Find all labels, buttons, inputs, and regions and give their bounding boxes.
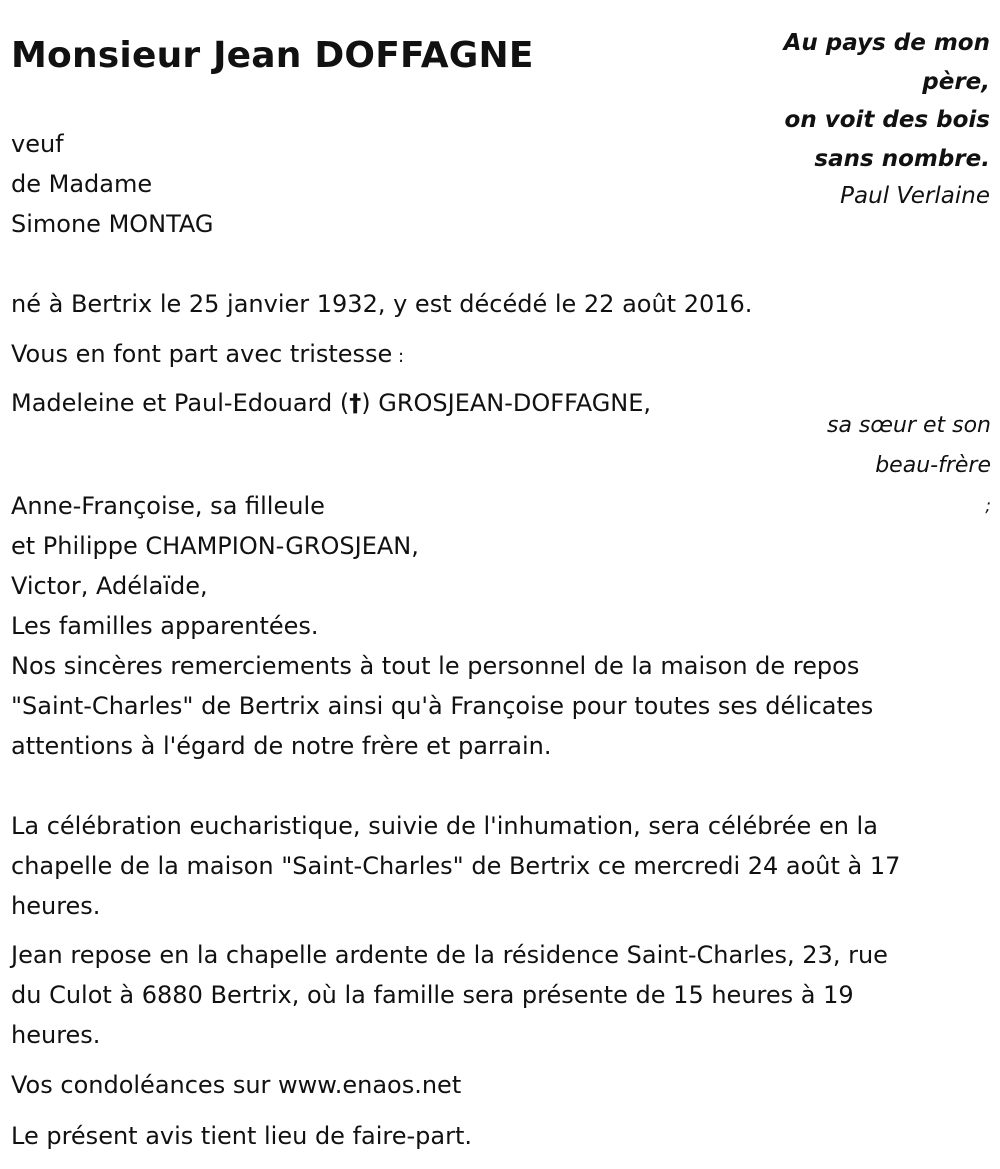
quote-author: Paul Verlaine: [840, 183, 990, 209]
relation-line-2: [827, 446, 991, 526]
verlaine-quote: [760, 24, 990, 214]
sister-line: [11, 383, 651, 423]
widow-line: veuf: [11, 130, 64, 158]
page-title: Monsieur Jean DOFFAGNE: [11, 35, 534, 76]
family-line: Les familles apparentées.: [11, 612, 319, 640]
announcement-line: [11, 334, 404, 377]
relation-text: beau-frère: [875, 453, 991, 478]
cross-icon: †: [349, 389, 362, 417]
repose-line: Jean repose en la chapelle ardente de la résidence Saint-Charles, 23, rue: [11, 941, 888, 969]
announcement-text: Vous en font part avec tristesse: [11, 340, 393, 368]
relation-note: [827, 406, 991, 526]
relation-line: sa sœur et son: [826, 413, 991, 438]
repose-line: du Culot à 6880 Bertrix, où la famille sera présente de 15 heures à 19: [11, 981, 854, 1009]
quote-line: sans nombre.: [814, 145, 990, 172]
celebration-line: chapelle de la maison "Saint-Charles" de Bertrix ce mercredi 24 août à 17: [11, 852, 901, 880]
thanks-line: "Saint-Charles" de Bertrix ainsi qu'à Françoise pour toutes ses délicates: [11, 692, 874, 720]
widow-line: de Madame: [11, 170, 153, 198]
sister-before: Madeleine et Paul-Edouard (: [11, 389, 350, 417]
repose-line: heures.: [11, 1021, 101, 1049]
quote-line: on voit des bois: [784, 107, 990, 133]
quote-line: Au pays de mon: [783, 30, 990, 56]
celebration-line: heures.: [11, 892, 101, 920]
announcement-colon: :: [392, 346, 405, 367]
family-line: Victor, Adélaïde,: [11, 572, 208, 600]
birth-death-line: né à Bertrix le 25 janvier 1932, y est décédé le 22 août 2016.: [11, 290, 753, 318]
relation-semicolon: ;: [985, 496, 991, 516]
family-line: Anne-Françoise, sa filleule: [11, 492, 325, 520]
thanks-line: attentions à l'égard de notre frère et parrain.: [11, 732, 552, 760]
notice-line: Le présent avis tient lieu de faire-part.: [11, 1122, 473, 1150]
sister-after: ) GROSJEAN-DOFFAGNE,: [361, 389, 652, 417]
quote-line: père,: [922, 68, 990, 95]
family-line: et Philippe CHAMPION-GROSJEAN,: [11, 532, 419, 560]
widow-line: Simone MONTAG: [11, 210, 214, 238]
condolences-line: Vos condoléances sur www.enaos.net: [11, 1071, 462, 1099]
thanks-line: Nos sincères remerciements à tout le personnel de la maison de repos: [11, 652, 860, 680]
celebration-line: La célébration eucharistique, suivie de l'inhumation, sera célébrée en la: [11, 812, 878, 840]
